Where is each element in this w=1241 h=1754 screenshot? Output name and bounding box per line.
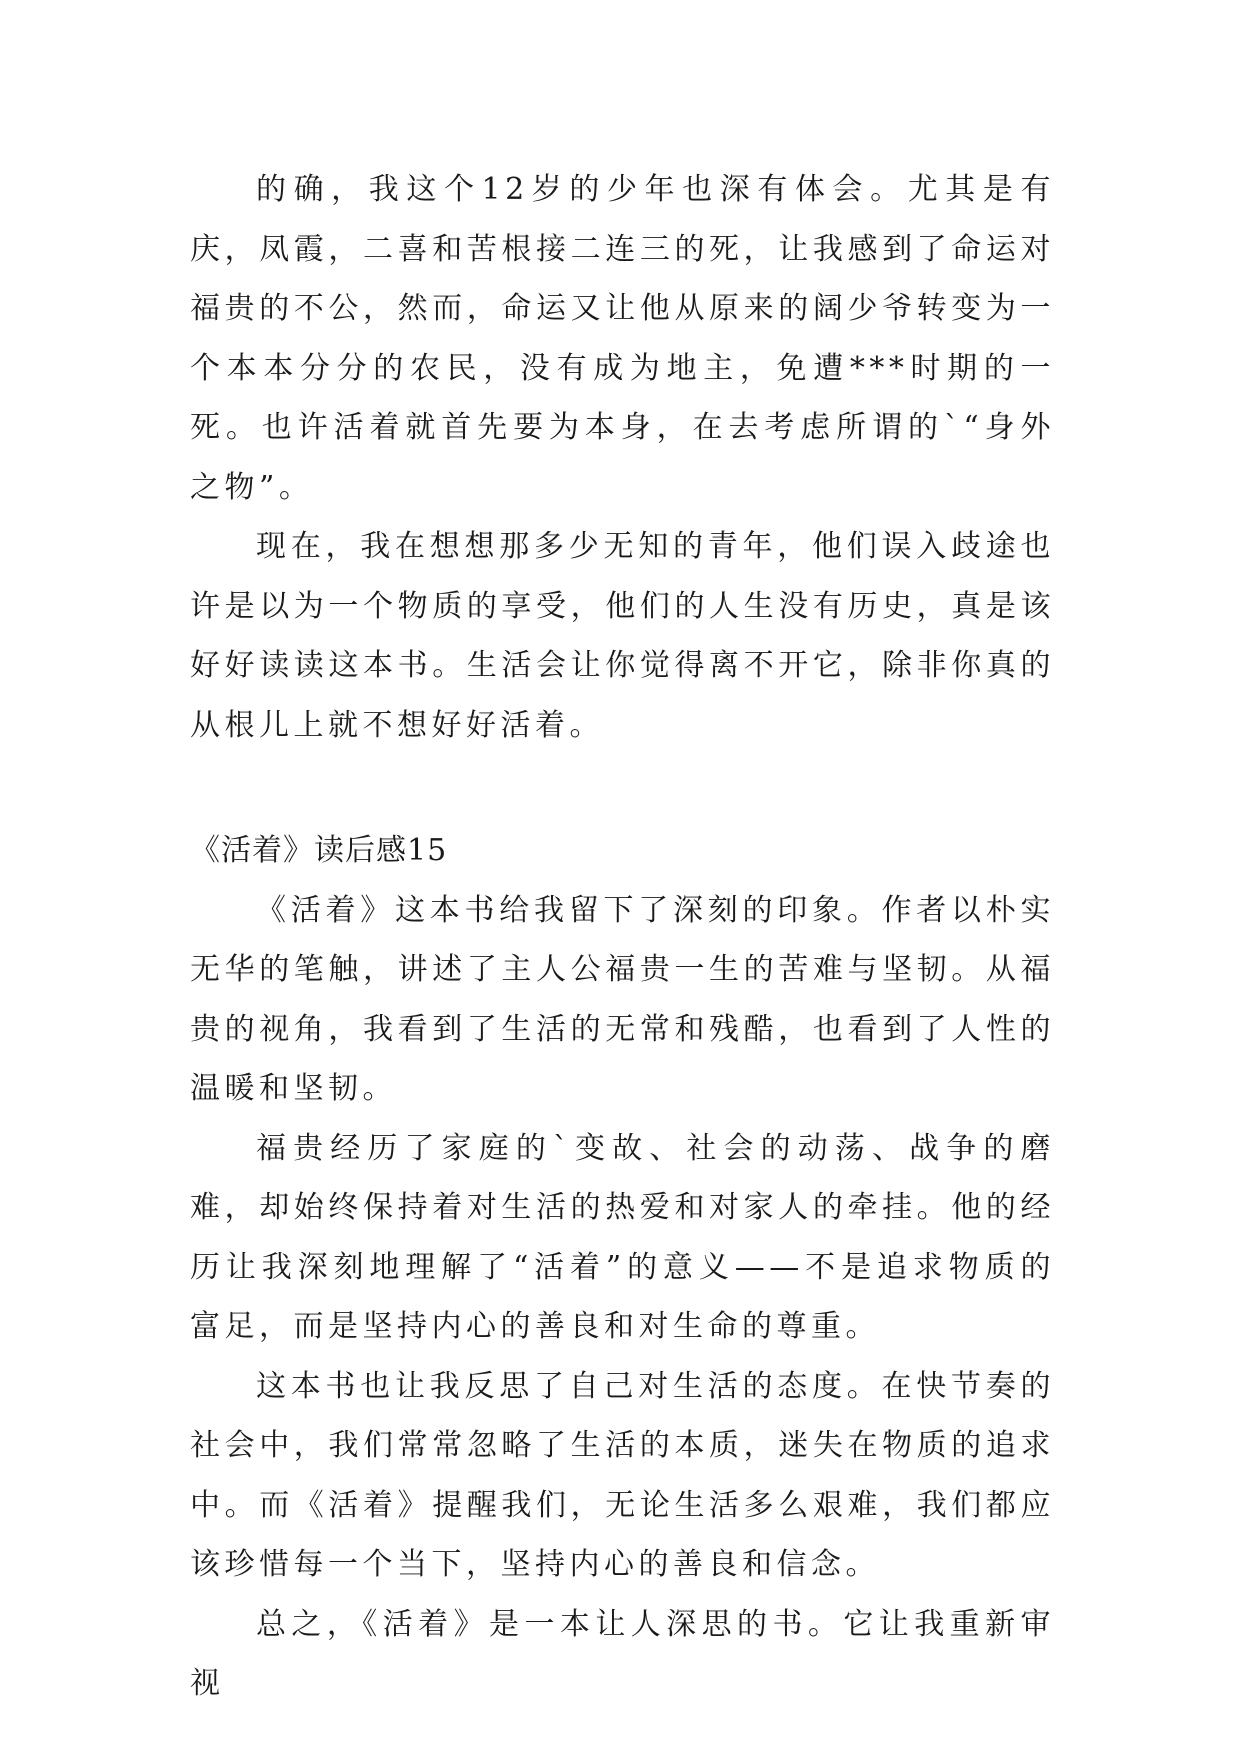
paragraph: 这本书也让我反思了自己对生活的态度。在快节奏的社会中，我们常常忽略了生活的本质，迷失在物质的追求中。而《活着》提醒我们，无论生活多么艰难，我们都应该珍惜每一个当下，坚持内心的善良和信念。: [190, 1368, 1055, 1582]
paragraph: 的确，我这个12岁的少年也深有体会。尤其是有庆，凤霞，二喜和苦根接二连三的死，让我感到了命运对福贵的不公，然而，命运又让他从原来的阔少爷转变为一个本本分分的农民，没有成为地主，免遭***时期的一死。也许活着就首先要为本身，在去考虑所谓的`“身外之物”。: [190, 172, 1055, 505]
document-body: [190, 160, 1055, 1714]
paragraph: 福贵经历了家庭的`变故、社会的动荡、战争的磨难，却始终保持着对生活的热爱和对家人的牵挂。他的经历让我深刻地理解了“活着”的意义——不是追求物质的富足，而是坚持内心的善良和对生命的尊重。: [190, 1130, 1055, 1344]
section-spacer: [190, 755, 1055, 821]
section-title: 《活着》读后感15: [190, 833, 448, 868]
paragraph: 总之，《活着》是一本让人深思的书。它让我重新审视: [190, 1606, 1055, 1701]
paragraph: 《活着》这本书给我留下了深刻的印象。作者以朴实无华的笔触，讲述了主人公福贵一生的苦难与坚韧。从福贵的视角，我看到了生活的无常和残酷，也看到了人性的温暖和坚韧。: [190, 892, 1055, 1106]
paragraph: 现在，我在想想那多少无知的青年，他们误入歧途也许是以为一个物质的享受，他们的人生没有历史，真是该好好读读这本书。生活会让你觉得离不开它，除非你真的从根儿上就不想好好活着。: [190, 529, 1055, 743]
